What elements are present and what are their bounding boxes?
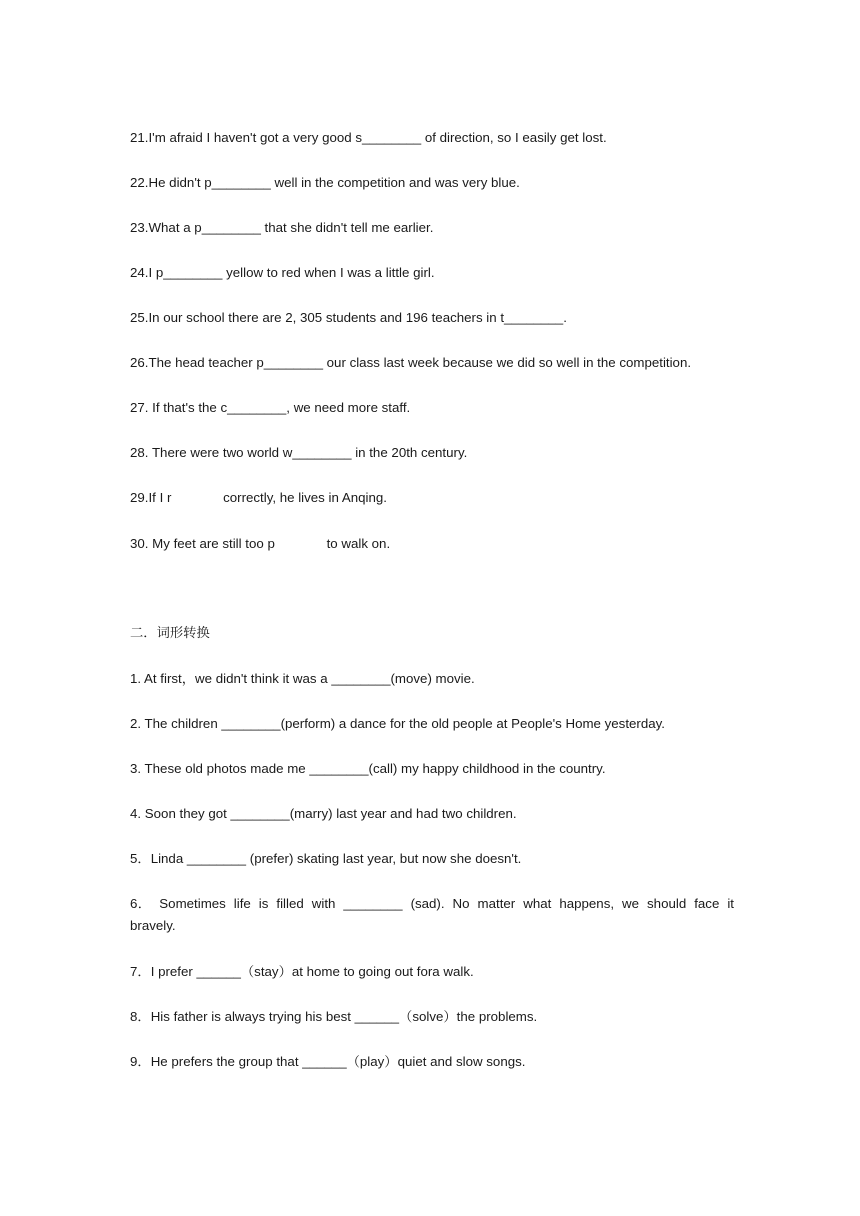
question-24: 24.I p________ yellow to red when I was a little girl.	[130, 265, 435, 280]
question-28: 28. There were two world w________ in the 20th century.	[130, 445, 468, 460]
question-29: 29.If I r correctly, he lives in Anqing.	[130, 490, 387, 505]
question-30: 30. My feet are still too p to walk on.	[130, 536, 391, 551]
exercise-3: 3. These old photos made me ________(call) my happy childhood in the country.	[130, 761, 606, 776]
question-26: 26.The head teacher p________ our class last week because we did so well in the competition.	[130, 355, 692, 370]
exercise-6: 6． Sometimes life is filled with ________ (sad). No matter what happens, we should face it bravely.	[130, 896, 734, 933]
question-27: 27. If that's the c________, we need more staff.	[130, 400, 411, 415]
exercise-5: 5．Linda ________ (prefer) skating last year, but now she doesn't.	[130, 851, 522, 866]
section-title-word-forms: 二．词形转换	[130, 625, 210, 640]
exercise-2: 2. The children ________(perform) a dance for the old people at People's Home yesterday.	[130, 716, 665, 731]
question-23: 23.What a p________ that she didn't tell me earlier.	[130, 220, 434, 235]
exercise-7: 7．I prefer ______（stay）at home to going out fora walk.	[130, 964, 474, 979]
exercise-9: 9．He prefers the group that ______（play）quiet and slow songs.	[130, 1054, 526, 1069]
exercise-8: 8．His father is always trying his best ______（solve）the problems.	[130, 1009, 538, 1024]
exercise-4: 4. Soon they got ________(marry) last year and had two children.	[130, 806, 517, 821]
exercise-1: 1. At first，we didn't think it was a ________(move) movie.	[130, 671, 475, 686]
question-22: 22.He didn't p________ well in the competition and was very blue.	[130, 175, 520, 190]
question-21: 21.I'm afraid I haven't got a very good s________ of direction, so I easily get lost.	[130, 130, 607, 145]
question-25: 25.In our school there are 2, 305 students and 196 teachers in t________.	[130, 310, 567, 325]
